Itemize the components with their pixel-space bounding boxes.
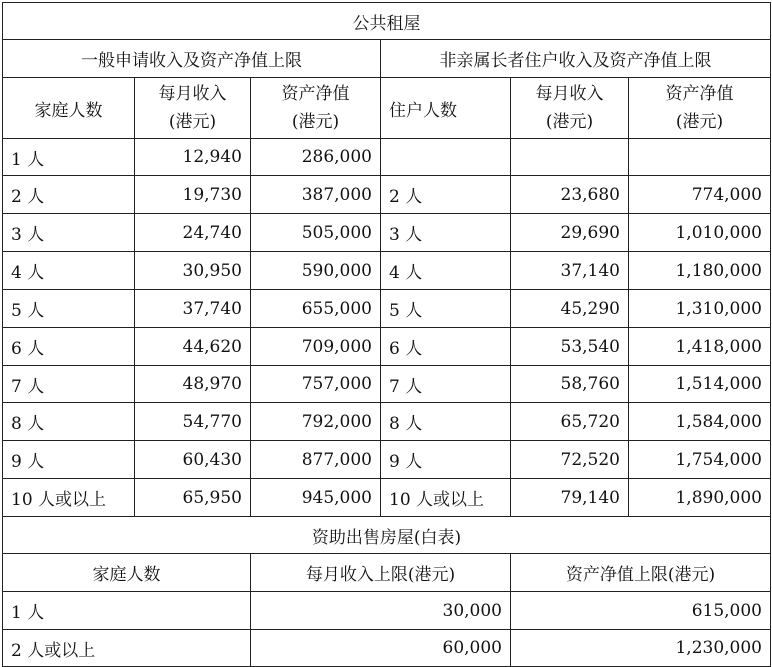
table-row: [3, 592, 771, 630]
non-elderly-asset-limit: 1,310,000: [629, 290, 771, 328]
non-elderly-asset-limit: 774,000: [629, 176, 771, 214]
general-asset-limit: 286,000: [251, 139, 381, 176]
non-elderly-monthly-income: 23,680: [511, 176, 629, 214]
general-household-size: 5 人: [3, 290, 135, 328]
sale-income-limit: 60,000: [251, 630, 511, 667]
general-asset-limit: 757,000: [251, 366, 381, 403]
non-elderly-asset-limit: 1,584,000: [629, 403, 771, 441]
non-elderly-asset-limit: 1,754,000: [629, 441, 771, 479]
non-elderly-household-size: 10 人或以上: [381, 479, 511, 517]
non-elderly-household-size: [381, 139, 511, 176]
general-monthly-income: 60,430: [135, 441, 251, 479]
table-row: [3, 441, 771, 479]
table-row: [3, 479, 771, 517]
sale-income-header: 每月收入上限(港元): [251, 554, 511, 592]
general-household-size: 10 人或以上: [3, 479, 135, 517]
non-elderly-household-size: 2 人: [381, 176, 511, 214]
sale-asset-limit: 615,000: [511, 592, 771, 630]
non-elderly-household-size: 5 人: [381, 290, 511, 328]
table-row: [3, 252, 771, 290]
table-row: [3, 630, 771, 667]
general-monthly-income: 44,620: [135, 328, 251, 366]
sale-household-header: 家庭人数: [3, 554, 251, 592]
sale-income-limit: 30,000: [251, 592, 511, 630]
general-asset-limit: 877,000: [251, 441, 381, 479]
sale-household-size: 2 人或以上: [3, 630, 251, 667]
non-elderly-monthly-income: 72,520: [511, 441, 629, 479]
general-household-size: 2 人: [3, 176, 135, 214]
general-asset-limit: 792,000: [251, 403, 381, 441]
public-rental-title: 公共租屋: [3, 3, 771, 40]
non-elderly-limits-title: 非亲属长者住户收入及资产净值上限: [381, 40, 771, 78]
non-elderly-asset-limit: 1,418,000: [629, 328, 771, 366]
general-monthly-income: 24,740: [135, 214, 251, 252]
non-elderly-asset-limit: 1,010,000: [629, 214, 771, 252]
non-elderly-monthly-income: 53,540: [511, 328, 629, 366]
general-monthly-income: 19,730: [135, 176, 251, 214]
table-row: [3, 214, 771, 252]
subsidised-sale-title: 资助出售房屋(白表): [3, 517, 771, 554]
non-elderly-household-size: 8 人: [381, 403, 511, 441]
table-row: [3, 366, 771, 403]
eligibility-limits-table: [2, 2, 771, 667]
non-elderly-household-size: 9 人: [381, 441, 511, 479]
sale-asset-limit: 1,230,000: [511, 630, 771, 667]
general-monthly-income: 12,940: [135, 139, 251, 176]
general-household-size: 9 人: [3, 441, 135, 479]
non-elderly-monthly-income: 37,140: [511, 252, 629, 290]
general-asset-limit: 505,000: [251, 214, 381, 252]
general-household-size: 1 人: [3, 139, 135, 176]
table-row: [3, 139, 771, 176]
non-elderly-household-size: 7 人: [381, 366, 511, 403]
column-header-row: [3, 554, 771, 592]
general-assets-header: 资产净值 (港元): [251, 78, 381, 139]
general-household-size: 3 人: [3, 214, 135, 252]
non-elderly-asset-limit: 1,180,000: [629, 252, 771, 290]
table-row: [3, 403, 771, 441]
general-household-size: 7 人: [3, 366, 135, 403]
general-household-size: 6 人: [3, 328, 135, 366]
general-asset-limit: 590,000: [251, 252, 381, 290]
general-asset-limit: 945,000: [251, 479, 381, 517]
general-asset-limit: 387,000: [251, 176, 381, 214]
general-household-size: 4 人: [3, 252, 135, 290]
column-header-row: [3, 78, 771, 139]
non-elderly-assets-header: 资产净值 (港元): [629, 78, 771, 139]
general-household-size: 8 人: [3, 403, 135, 441]
non-elderly-monthly-income: [511, 139, 629, 176]
general-limits-title: 一般申请收入及资产净值上限: [3, 40, 381, 78]
non-elderly-monthly-income: 45,290: [511, 290, 629, 328]
table-row: [3, 176, 771, 214]
non-elderly-asset-limit: 1,514,000: [629, 366, 771, 403]
non-elderly-income-header: 每月收入 (港元): [511, 78, 629, 139]
non-elderly-monthly-income: 79,140: [511, 479, 629, 517]
non-elderly-monthly-income: 58,760: [511, 366, 629, 403]
non-elderly-household-header: 住户人数: [381, 78, 511, 139]
general-monthly-income: 54,770: [135, 403, 251, 441]
general-monthly-income: 30,950: [135, 252, 251, 290]
non-elderly-monthly-income: 65,720: [511, 403, 629, 441]
non-elderly-asset-limit: 1,890,000: [629, 479, 771, 517]
non-elderly-household-size: 3 人: [381, 214, 511, 252]
non-elderly-household-size: 6 人: [381, 328, 511, 366]
non-elderly-household-size: 4 人: [381, 252, 511, 290]
non-elderly-asset-limit: [629, 139, 771, 176]
general-income-header: 每月收入 (港元): [135, 78, 251, 139]
general-household-header: 家庭人数: [3, 78, 135, 139]
general-monthly-income: 37,740: [135, 290, 251, 328]
general-asset-limit: 709,000: [251, 328, 381, 366]
general-monthly-income: 65,950: [135, 479, 251, 517]
non-elderly-monthly-income: 29,690: [511, 214, 629, 252]
sale-household-size: 1 人: [3, 592, 251, 630]
general-asset-limit: 655,000: [251, 290, 381, 328]
general-monthly-income: 48,970: [135, 366, 251, 403]
table-row: [3, 290, 771, 328]
sale-assets-header: 资产净值上限(港元): [511, 554, 771, 592]
table-row: [3, 328, 771, 366]
